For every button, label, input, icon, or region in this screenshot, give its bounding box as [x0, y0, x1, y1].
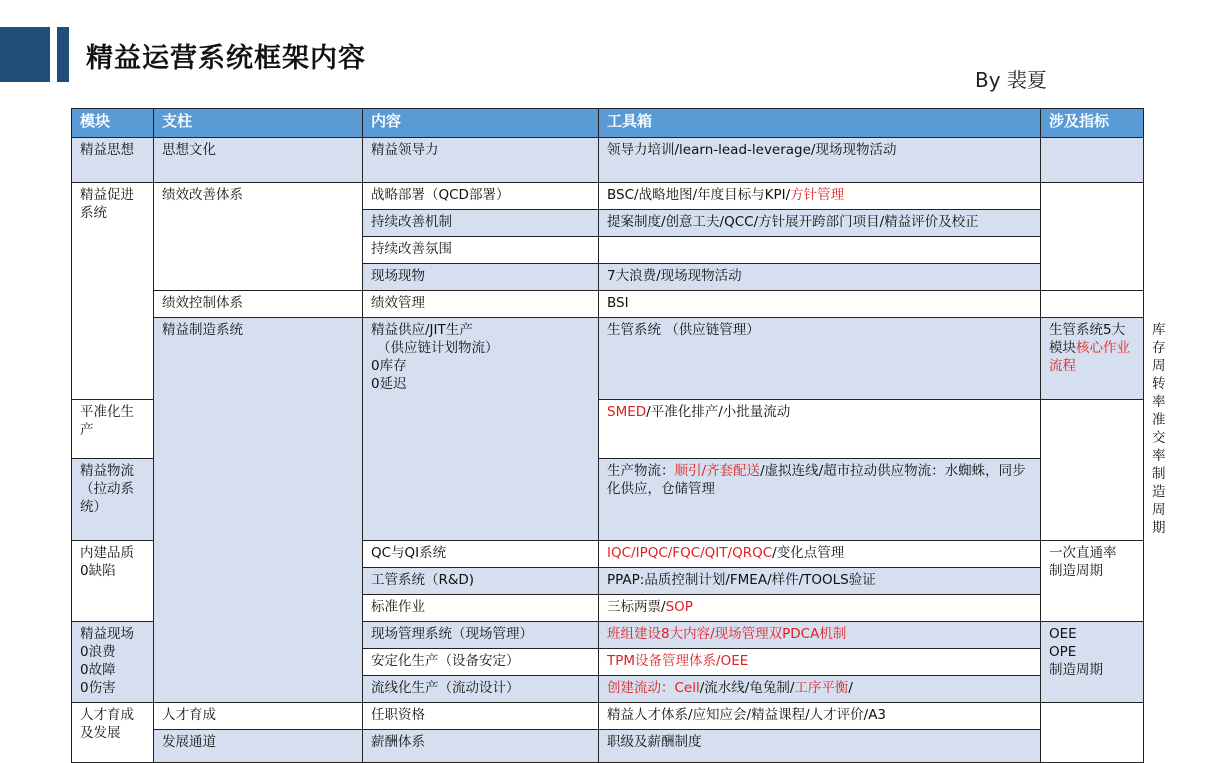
indicator-line: 制造周期 — [1049, 563, 1103, 579]
content-cell: 标准作业 — [363, 595, 599, 622]
header-indicators: 涉及指标 — [1041, 109, 1144, 138]
indicator-cell — [1041, 703, 1144, 763]
tool-cell — [599, 458, 1041, 540]
tool-text: 生产物流： — [607, 462, 675, 479]
tool-cell — [599, 649, 1041, 676]
pillar-cell — [72, 622, 154, 703]
content-cell: 薪酬体系 — [363, 730, 599, 763]
header-accent-bar-thin — [57, 27, 69, 82]
tool-cell — [599, 568, 1041, 595]
tool-cell — [599, 622, 1041, 649]
pillar-cell: 思想文化 — [154, 138, 363, 183]
module-cell: 精益思想 — [72, 138, 154, 183]
tool-text: /虚拟连线/超市拉动供应物流：水蜘蛛，同步化供应，仓储管理 — [607, 462, 1026, 497]
content-cell: 绩效管理 — [363, 291, 599, 318]
pillar-cell — [72, 541, 154, 622]
pillar-line: 0故障 — [80, 662, 116, 678]
indicator-line: OPE — [1049, 644, 1077, 660]
content-cell: 任职资格 — [363, 703, 599, 730]
pillar-cell: 绩效控制体系 — [154, 291, 363, 318]
tool-text: / — [848, 680, 853, 696]
pillar-cell: 人才育成 — [154, 703, 363, 730]
module-cell: 人才育成及发展 — [72, 703, 154, 763]
tool-text: 领导力培训/learn-lead-leverage/现场现物活动 — [607, 142, 897, 158]
content-cell: 现场现物 — [363, 264, 599, 291]
pillar-line: 精益供应/JIT生产 — [371, 322, 473, 338]
tool-text: PPAP:品质控制计划/FMEA/样件/TOOLS验证 — [607, 572, 876, 588]
tool-cell — [599, 400, 1041, 458]
tool-text: 精益人才体系/应知应会/精益课程/人才评价/A3 — [607, 707, 887, 723]
tool-text: BSI — [607, 295, 629, 311]
header-accent-bar — [0, 27, 50, 82]
framework-table — [71, 108, 1166, 763]
pillar-line: 0延迟 — [371, 376, 407, 392]
pillar-line: （供应链计划物流） — [377, 340, 499, 356]
pillar-line: 内建品质 — [80, 545, 134, 561]
tool-text: 生管系统5大模块 — [1049, 322, 1126, 356]
tool-text: /变化点管理 — [772, 545, 845, 561]
tool-cell — [599, 210, 1041, 237]
header-content: 内容 — [363, 109, 599, 138]
table-body — [72, 138, 1166, 763]
content-cell: 工管系统（R&D) — [363, 568, 599, 595]
tool-cell — [599, 676, 1041, 703]
tool-highlight: TPM设备管理体系/OEE — [607, 653, 749, 669]
indicator-cell — [1041, 622, 1144, 703]
content-cell: 持续改善氛围 — [363, 237, 599, 264]
header-module: 模块 — [72, 109, 154, 138]
tool-cell — [599, 237, 1041, 264]
module-cell: 精益促进系统 — [72, 183, 154, 400]
pillar-line: 0库存 — [371, 358, 407, 374]
pillar-cell: 发展通道 — [154, 730, 363, 763]
table-row: 精益制造系统 精益供应/JIT生产 （供应链计划物流） 0库存 0延迟 生管系统 （供应链管理） 生管系统5大模块核心作业流程 库存周转率 准交率 制造周期 — [72, 318, 1144, 400]
tool-cell — [599, 183, 1041, 210]
pillar-cell — [363, 318, 599, 541]
pillar-line: 0浪费 — [80, 644, 116, 660]
tool-cell — [599, 541, 1041, 568]
tool-highlight: SMED — [607, 404, 647, 421]
tool-highlight: 创建流动：Cell — [607, 680, 700, 696]
table-row — [72, 730, 1144, 763]
tool-cell — [599, 730, 1041, 763]
tool-text: 三标两票/ — [607, 599, 666, 615]
tool-text: 提案制度/创意工夫/QCC/方针展开跨部门项目/精益评价及校正 — [607, 214, 979, 230]
table-row — [72, 138, 1144, 183]
header-pillar: 支柱 — [154, 109, 363, 138]
tool-highlight: 核心作业流程 — [1049, 340, 1130, 374]
indicator-line: OEE — [1049, 626, 1077, 642]
tool-text: /平准化排产/小批量流动 — [646, 404, 791, 421]
content-cell: 现场管理系统（现场管理） — [363, 622, 599, 649]
page-title: 精益运营系统框架内容 — [86, 43, 366, 74]
pillar-line: 0伤害 — [80, 680, 116, 696]
tool-highlight: 顺引/齐套配送 — [674, 462, 761, 479]
tool-text: BSC/战略地图/年度目标与KPI/ — [607, 187, 791, 203]
content-cell: 流线化生产（流动设计） — [363, 676, 599, 703]
tool-text: 7大浪费/现场现物活动 — [607, 268, 742, 284]
tool-highlight: 班组建设8大内容/现场管理双PDCA机制 — [607, 626, 847, 642]
tool-cell — [599, 703, 1041, 730]
indicator-cell — [1041, 291, 1144, 318]
content-cell: 精益物流 （拉动系统） — [72, 458, 154, 540]
content-cell: 持续改善机制 — [363, 210, 599, 237]
module-cell: 精益制造系统 — [154, 318, 363, 703]
table-header-row — [72, 109, 1144, 138]
table-row — [72, 183, 1144, 210]
pillar-line: 精益现场 — [80, 626, 134, 642]
tool-text: /流水线/龟兔制/ — [699, 680, 795, 696]
tool-text: 职级及薪酬制度 — [607, 734, 702, 750]
content-cell: 平准化生产 — [72, 400, 154, 458]
tool-highlight: 方针管理 — [790, 187, 845, 203]
pillar-cell: 绩效改善体系 — [154, 183, 363, 291]
content-cell: 精益领导力 — [363, 138, 599, 183]
content-cell: 安定化生产（设备安定） — [363, 649, 599, 676]
tool-cell — [599, 595, 1041, 622]
tool-highlight: 工序平衡 — [794, 680, 849, 696]
author-label: By 裴夏 — [975, 68, 1047, 92]
tool-highlight: SOP — [665, 599, 693, 615]
table-row — [72, 703, 1144, 730]
tool-cell — [599, 291, 1041, 318]
table-row — [72, 291, 1144, 318]
indicator-line: 制造周期 — [1049, 662, 1103, 678]
header-toolbox: 工具箱 — [599, 109, 1041, 138]
content-cell: QC与QI系统 — [363, 541, 599, 568]
indicator-line: 一次直通率 — [1049, 545, 1117, 561]
indicator-cell — [1041, 541, 1144, 622]
tool-cell — [599, 264, 1041, 291]
indicator-cell — [1041, 138, 1144, 183]
pillar-line: 0缺陷 — [80, 563, 116, 579]
content-cell: 战略部署（QCD部署） — [363, 183, 599, 210]
tool-cell — [1041, 318, 1144, 400]
tool-highlight: IQC/IPQC/FQC/QIT/QRQC — [607, 545, 773, 561]
tool-cell — [599, 138, 1041, 183]
indicator-cell — [1041, 183, 1144, 291]
content-cell: 生管系统 （供应链管理） — [599, 318, 1041, 400]
